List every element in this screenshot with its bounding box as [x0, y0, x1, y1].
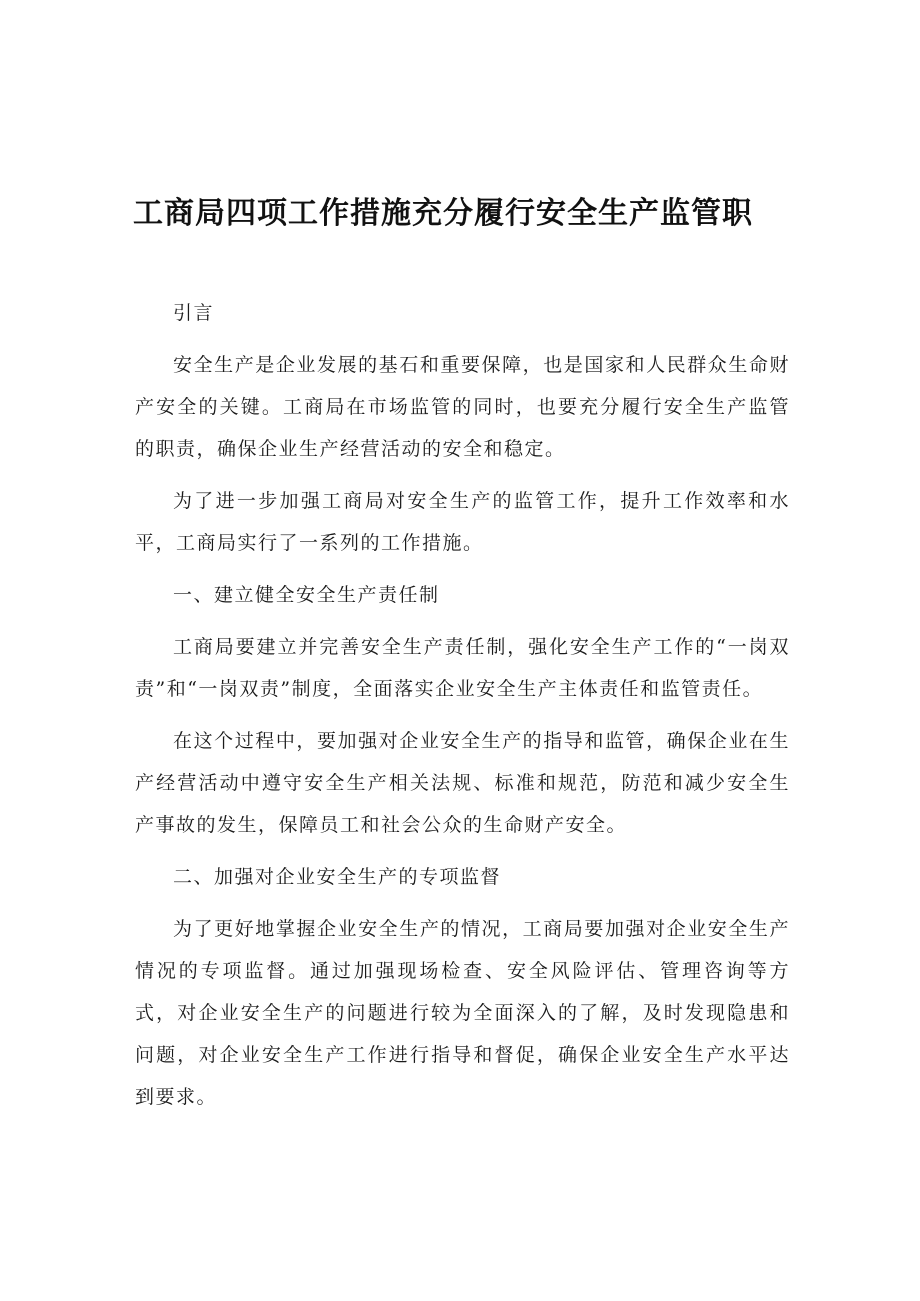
section-1-paragraph-2: 在这个过程中，要加强对企业安全生产的指导和监管，确保企业在生产经营活动中遵守安全生产相关法规、标准和规范，防范和减少安全生产事故的发生，保障员工和社会公众的生命财产安全。 [135, 730, 790, 836]
section-1-paragraph-1: 工商局要建立并完善安全生产责任制，强化安全生产工作的“一岗双责”和“一岗双责”制度，全面落实企业安全生产主体责任和监管责任。 [135, 636, 790, 700]
intro-paragraph-1: 安全生产是企业发展的基石和重要保障，也是国家和人民群众生命财产安全的关键。工商局在市场监管的同时，也要充分履行安全生产监管的职责，确保企业生产经营活动的安全和稳定。 [135, 354, 790, 460]
section-2-paragraph-1: 为了更好地掌握企业安全生产的情况，工商局要加强对企业安全生产情况的专项监督。通过加强现场检查、安全风险评估、管理咨询等方式，对企业安全生产的问题进行较为全面深入的了解，及时发现隐患和问题，对企业安全生产工作进行指导和督促，确保企业安全生产水平达到要求。 [135, 918, 790, 1108]
intro-paragraph-2: 为了进一步加强工商局对安全生产的监管工作，提升工作效率和水平，工商局实行了一系列的工作措施。 [135, 490, 790, 554]
section-2-heading: 二、加强对企业安全生产的专项监督 [173, 866, 502, 888]
document-title: 工商局四项工作措施充分履行安全生产监管职 [133, 196, 753, 231]
intro-heading: 引言 [173, 302, 215, 324]
document-body [135, 292, 790, 1128]
section-1-heading: 一、建立健全安全生产责任制 [173, 584, 440, 606]
